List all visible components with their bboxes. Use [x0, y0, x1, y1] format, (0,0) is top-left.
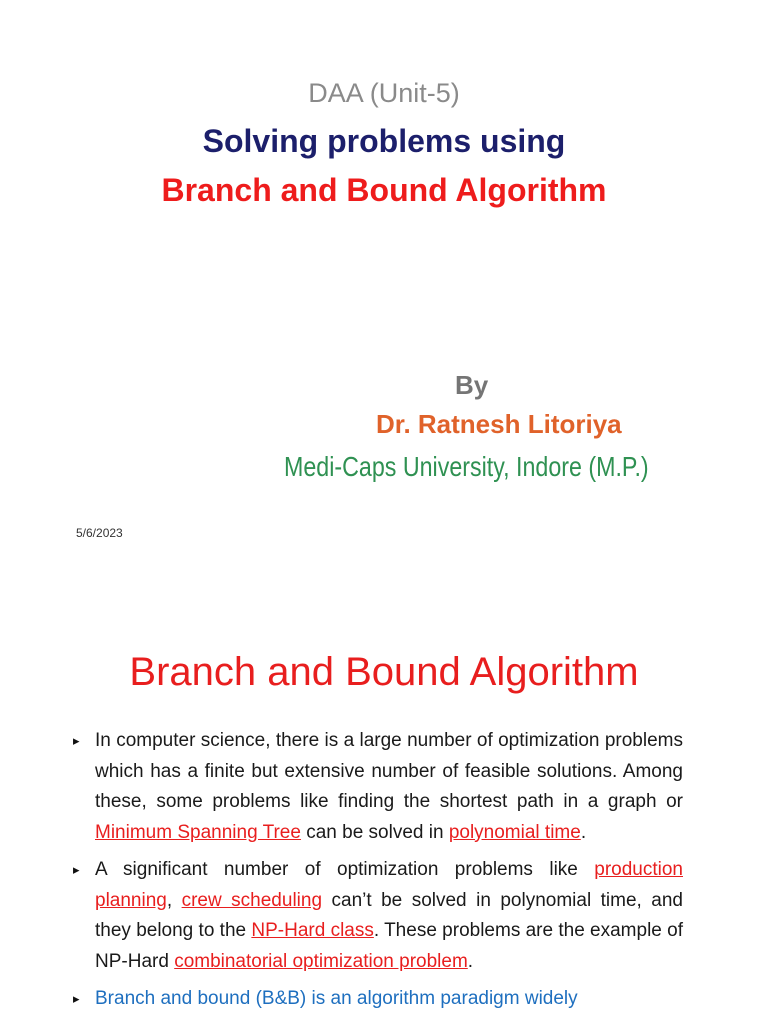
university-name: Medi-Caps University, Indore (M.P.) — [284, 451, 649, 482]
bullet-item — [73, 984, 683, 1015]
triangle-bullet-icon: ▸ — [73, 991, 80, 1006]
link-minimum-spanning-tree[interactable]: Minimum Spanning Tree — [95, 821, 301, 843]
bullet-text: , — [166, 889, 182, 911]
link-np-hard-class[interactable]: NP-Hard class — [251, 920, 374, 941]
triangle-bullet-icon: ▸ — [73, 862, 80, 877]
bullet-text: . These problems are the example of NP-Hard — [95, 920, 683, 972]
course-label: DAA (Unit-5) — [308, 78, 460, 108]
slide-branch-and-bound — [0, 610, 768, 1024]
bullet-list — [73, 726, 683, 1022]
bullet-text: . — [467, 950, 474, 972]
bullet-text: In computer science, there is a large number of optimization problems which has a finite but extensive number of feasible solutions. Among these, some problems like finding the shortest path in a graph or — [95, 730, 683, 812]
title-line-2: Branch and Bound Algorithm — [161, 172, 607, 208]
slide-title: Branch and Bound Algorithm — [129, 650, 639, 694]
bullet-text: . — [580, 821, 587, 843]
link-production-planning[interactable]: production planning — [95, 859, 683, 911]
author-name: Dr. Ratnesh Litoriya — [376, 409, 622, 439]
title-line-1: Solving problems using — [202, 123, 566, 159]
bullet-text: Branch and bound (B&B) is an algorithm paradigm widely — [95, 988, 578, 1009]
bullet-text: can’t be solved in polynomial time, and they belong to the — [95, 889, 683, 941]
triangle-bullet-icon: ▸ — [73, 733, 80, 748]
slide-date: 5/6/2023 — [76, 526, 123, 540]
by-label: By — [455, 370, 489, 400]
bullet-text: A significant number of optimization problems like — [95, 859, 595, 880]
link-polynomial-time[interactable]: polynomial time — [448, 821, 581, 843]
link-crew-scheduling[interactable]: crew scheduling — [181, 889, 323, 911]
bullet-item — [73, 726, 683, 848]
link-combinatorial-optimization-problem[interactable]: combinatorial optimization problem — [174, 950, 468, 972]
bullet-item — [73, 855, 683, 977]
bullet-text: can be solved in — [300, 821, 449, 843]
